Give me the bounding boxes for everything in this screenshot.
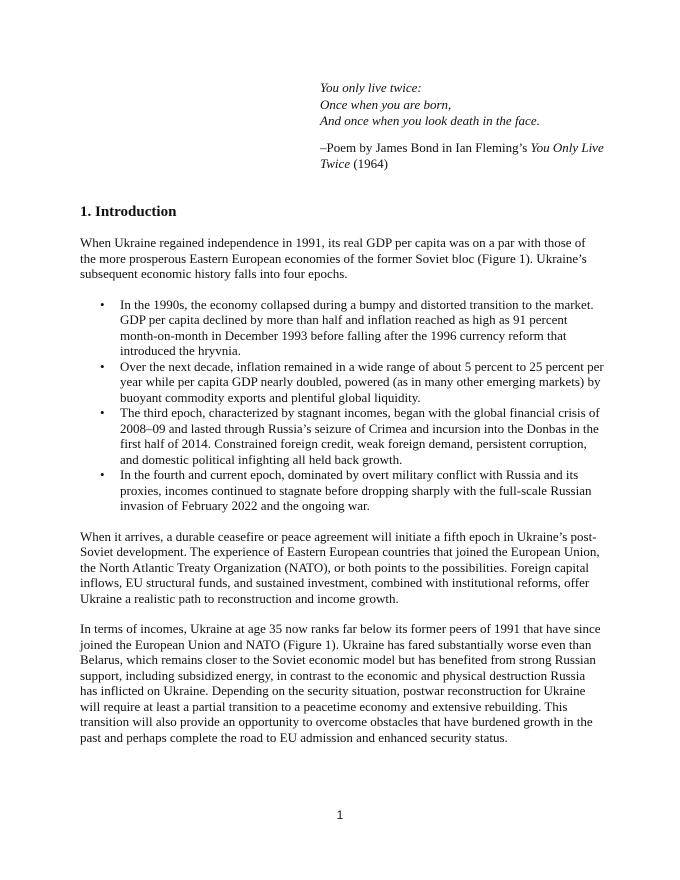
attribution-title: You Only Live Twice [320,139,604,171]
page-number: 1 [336,808,344,822]
list-item [100,467,604,514]
bullet-icon: • [100,296,105,312]
list-item [100,296,604,359]
list-item [100,358,604,406]
list-item-text: In the 1990s, the economy collapsed during a bumpy and distorted transition to the market. GDP per capita declined by more than half and inflation reached as high as 91 percent month-on-month in December 1993 before falling after the 1996 currency reform that introduced the hryvnia. [120,296,594,358]
epigraph-attribution [320,140,610,173]
epigraph-line: Once when you are born, [320,96,452,112]
epochs-list [80,297,604,514]
intro-paragraph: When Ukraine regained independence in 1991, its real GDP per capita was on a par with those of the more prosperous Eastern European economies of the former Soviet bloc (Figure 1). Ukraine’s subsequent economic history falls into four epochs. [80,235,587,281]
body-paragraph: When it arrives, a durable ceasefire or peace agreement will initiate a fifth epoch in Ukraine’s post-Soviet development. The experience of Eastern European countries that joined the European Union, the North Atlantic Treaty Organization (NATO), or both points to the possibilities. Foreign capital inflows, EU structural funds, and sustained investment, combined with institutional reforms, offer Ukraine a realistic path to reconstruction and income growth. [80,528,600,606]
bullet-icon: • [100,358,105,374]
epigraph-line: You only live twice: [320,80,422,95]
body-paragraph: In terms of incomes, Ukraine at age 35 now ranks far below its former peers of 1991 that have since joined the European Union and NATO (Figure 1). Ukraine has fared substantially worse even than Belarus, which remains closer to the Soviet economic model but has benefited from strong Russian support, including subsidized energy, in contrast to the economic and physical destruction Russia has inflicted on Ukraine. Depending on the security situation, postwar reconstruction for Ukraine will require at least a partial transition to a peacetime economy and extensive rebuilding. This transition will also provide an opportunity to overcome obstacles that have burdened growth in the past and perhaps complete the road to EU admission and enhanced security status. [80,621,601,745]
attribution-suffix: (1964) [350,156,389,171]
epigraph-line: And once when you look death in the face. [320,113,540,128]
main-content [80,200,604,745]
list-item-text: Over the next decade, inflation remained in a wide range of about 5 percent to 25 percent per year while per capita GDP nearly doubled, powered (as in many other emerging markets) by buoyant commodity exports and plentiful global liquidity. [120,358,604,405]
list-item [100,405,604,467]
section-heading: 1. Introduction [80,204,177,220]
list-item-text: In the fourth and current epoch, dominated by overt military conflict with Russia and its proxies, incomes continued to stagnate before dropping sharply with the full-scale Russian invasion of February 2022 and the ongoing war. [120,467,592,513]
attribution-prefix: –Poem by James Bond in Ian Fleming’s [320,139,531,155]
list-item-text: The third epoch, characterized by stagnant incomes, began with the global financial crisis of 2008–09 and lasted through Russia’s seizure of Crimea and incursion into the Donbas in the first half of 2014. Constrained foreign credit, weak foreign demand, persistent corruption, and domestic political infighting all held back growth. [120,405,600,467]
bullet-icon: • [100,405,105,420]
epigraph [320,80,610,173]
bullet-icon: • [100,467,105,482]
